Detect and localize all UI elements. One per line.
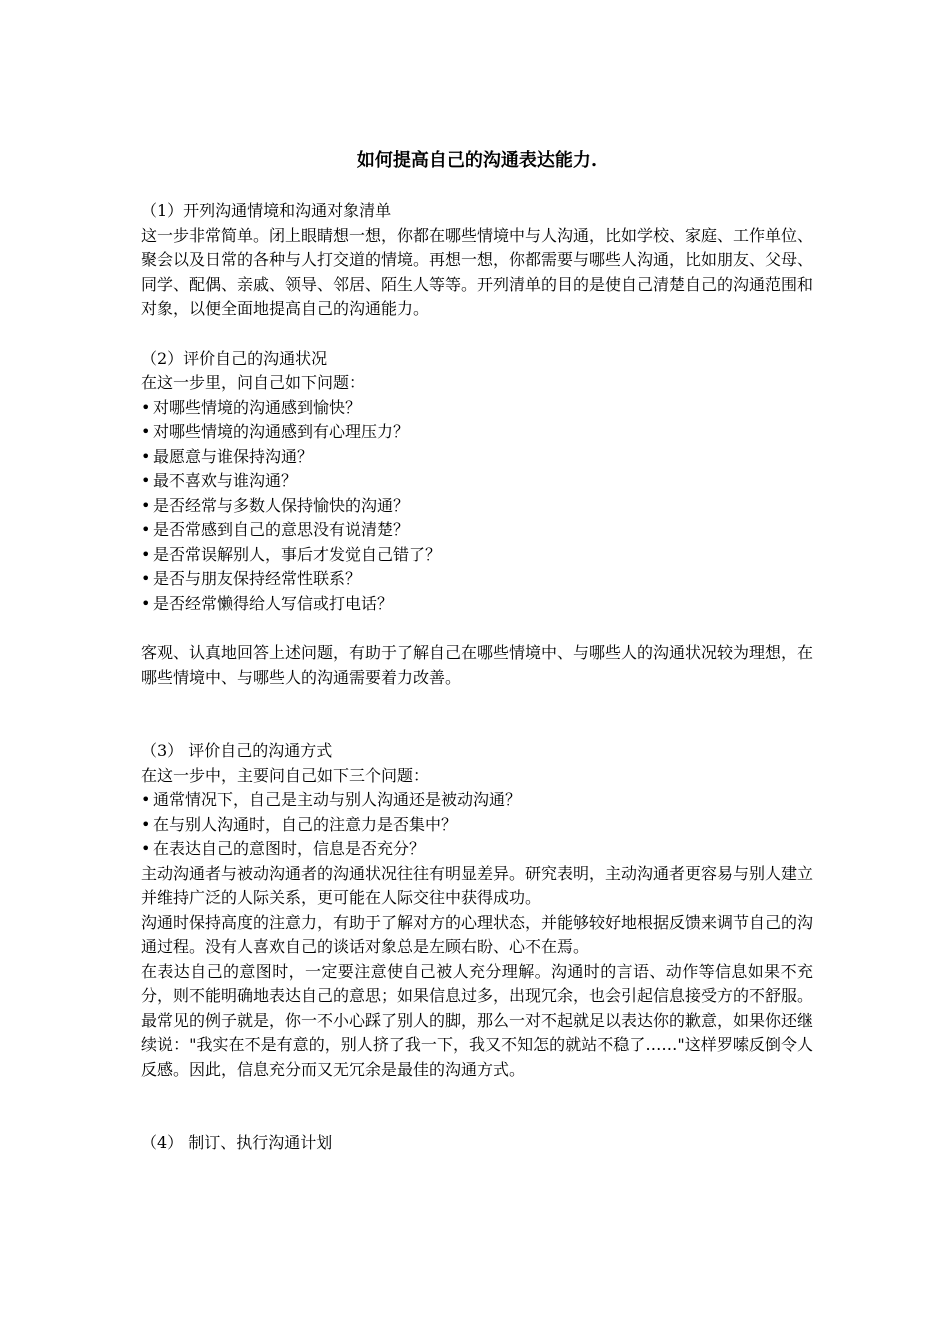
bullet-icon: • [141,520,151,539]
section-2-conclusion: 客观、认真地回答上述问题，有助于了解自己在哪些情境中、与哪些人的沟通状况较为理想，在哪些情境中、与哪些人的沟通需要着力改善。 [141,643,814,687]
section-1 [141,199,813,322]
section-2-intro: 在这一步里，问自己如下问题： [141,373,366,392]
list-item: • 通常情况下，自己是主动与别人沟通还是被动沟通？ [141,788,813,813]
section-1-heading: （1）开列沟通情境和沟通对象清单 [141,201,392,220]
bullet-icon: • [141,593,151,613]
bullet-icon: • [141,397,151,417]
bullet-icon: • [141,790,151,809]
bullet-icon: • [141,471,151,490]
section-3-paragraph-1: 主动沟通者与被动沟通者的沟通状况往往有明显差异。研究表明，主动沟通者更容易与别人建立并维持广泛的人际关系，更可能在人际交往中获得成功。 [141,863,814,907]
bullet-icon: • [141,544,151,564]
section-2-heading: （2）评价自己的沟通状况 [141,348,328,368]
list-item: • 在表达自己的意图时，信息是否充分？ [141,837,813,862]
list-item: • 最不喜欢与谁沟通？ [141,469,813,494]
list-item: • 最愿意与谁保持沟通？ [141,445,813,470]
section-3-question-list [141,788,813,862]
list-item: • 是否与朋友保持经常性联系？ [141,567,813,592]
list-item: • 是否经常懒得给人写信或打电话？ [141,592,813,617]
section-3-paragraph-3: 在表达自己的意图时，一定要注意使自己被人充分理解。沟通时的言语、动作等信息如果不充分，则不能明确地表达自己的意思；如果信息过多，出现冗余，也会引起信息接受方的不舒服。最常见的例子就是，你一不小心踩了别人的脚，那么一对不起就足以表达你的歉意，如果你还继续说："我实在不是有意的，别人挤了我一下，我又不知怎的就站不稳了……"这样罗嗦反倒令人反感。因此，信息充分而又无冗余是最佳的沟通方式。 [141,961,814,1079]
document-title: 如何提高自己的沟通表达能力. [356,150,598,171]
list-item: • 在与别人沟通时，自己的注意力是否集中？ [141,813,813,838]
section-3-heading: （3） 评价自己的沟通方式 [141,741,333,760]
section-3-paragraph-2: 沟通时保持高度的注意力，有助于了解对方的心理状态，并能够较好地根据反馈来调节自己的沟通过程。没有人喜欢自己的谈话对象总是左顾右盼、心不在焉。 [141,912,814,956]
bullet-icon: • [141,422,151,441]
bullet-icon: • [141,839,151,858]
bullet-icon: • [141,569,151,588]
section-4-heading: （4） 制订、执行沟通计划 [141,1133,333,1152]
section-4 [141,1131,813,1156]
bullet-icon: • [141,495,151,515]
list-item: • 是否常感到自己的意思没有说清楚？ [141,518,813,543]
document-page [141,148,813,1156]
bullet-icon: • [141,814,151,834]
section-3-intro: 在这一步中，主要问自己如下三个问题： [141,765,430,785]
list-item: • 对哪些情境的沟通感到有心理压力？ [141,420,813,445]
list-item: • 对哪些情境的沟通感到愉快？ [141,396,813,421]
section-2 [141,347,813,691]
bullet-icon: • [141,446,151,466]
section-2-question-list [141,396,813,617]
list-item: • 是否经常与多数人保持愉快的沟通？ [141,494,813,519]
section-3 [141,739,813,1082]
section-1-paragraph: 这一步非常简单。闭上眼睛想一想，你都在哪些情境中与人沟通，比如学校、家庭、工作单位、聚会以及日常的各种与人打交道的情境。再想一想，你都需要与哪些人沟通，比如朋友、父母、同学、配偶、亲戚、领导、邻居、陌生人等等。开列清单的目的是使自己清楚自己的沟通范围和对象，以便全面地提高自己的沟通能力。 [141,225,814,318]
list-item: • 是否常误解别人，事后才发觉自己错了？ [141,543,813,568]
